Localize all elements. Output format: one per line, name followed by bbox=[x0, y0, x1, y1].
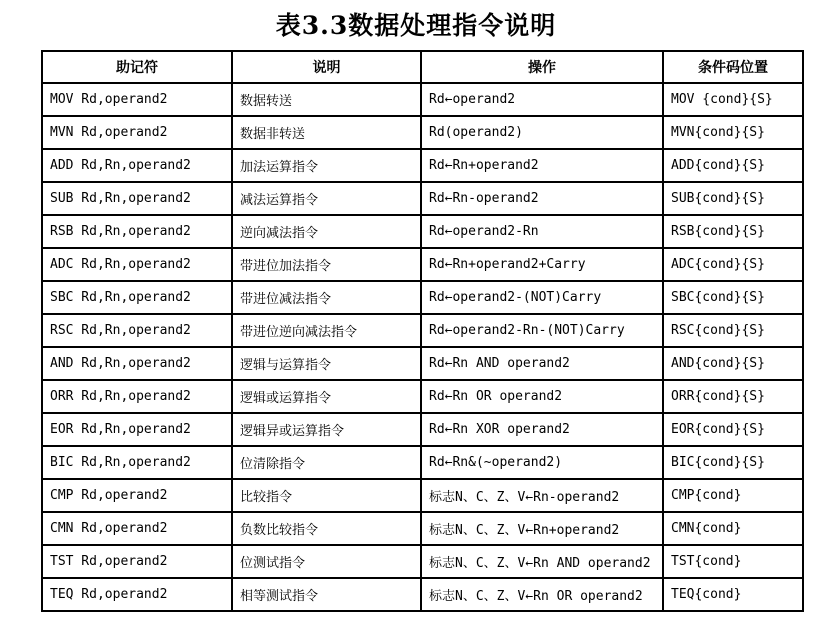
cell-condition: RSB{cond}{S} bbox=[663, 215, 803, 248]
cell-operation: 标志N、C、Z、V←Rn-operand2 bbox=[421, 479, 663, 512]
table-header-row bbox=[42, 51, 803, 83]
instruction-table bbox=[41, 50, 804, 612]
cell-operation: Rd←operand2-(NOT)Carry bbox=[421, 281, 663, 314]
cell-description: 相等测试指令 bbox=[232, 578, 421, 611]
cell-description: 带进位减法指令 bbox=[232, 281, 421, 314]
cell-condition: RSC{cond}{S} bbox=[663, 314, 803, 347]
table-row bbox=[42, 149, 803, 182]
cell-description: 逻辑或运算指令 bbox=[232, 380, 421, 413]
cell-mnemonic: MOV Rd,operand2 bbox=[42, 83, 232, 116]
cell-mnemonic: EOR Rd,Rn,operand2 bbox=[42, 413, 232, 446]
cell-mnemonic: TEQ Rd,operand2 bbox=[42, 578, 232, 611]
table-row bbox=[42, 116, 803, 149]
cell-condition: MOV {cond}{S} bbox=[663, 83, 803, 116]
table-row bbox=[42, 479, 803, 512]
header-condition: 条件码位置 bbox=[663, 51, 803, 83]
cell-operation: 标志N、C、Z、V←Rn OR operand2 bbox=[421, 578, 663, 611]
cell-mnemonic: AND Rd,Rn,operand2 bbox=[42, 347, 232, 380]
cell-description: 位清除指令 bbox=[232, 446, 421, 479]
cell-operation: 标志N、C、Z、V←Rn AND operand2 bbox=[421, 545, 663, 578]
cell-condition: TEQ{cond} bbox=[663, 578, 803, 611]
cell-operation: Rd←Rn OR operand2 bbox=[421, 380, 663, 413]
table-row bbox=[42, 248, 803, 281]
table-row bbox=[42, 347, 803, 380]
table-row bbox=[42, 182, 803, 215]
cell-description: 数据非转送 bbox=[232, 116, 421, 149]
cell-mnemonic: CMN Rd,operand2 bbox=[42, 512, 232, 545]
cell-mnemonic: ORR Rd,Rn,operand2 bbox=[42, 380, 232, 413]
cell-description: 位测试指令 bbox=[232, 545, 421, 578]
cell-mnemonic: RSB Rd,Rn,operand2 bbox=[42, 215, 232, 248]
cell-description: 减法运算指令 bbox=[232, 182, 421, 215]
cell-description: 加法运算指令 bbox=[232, 149, 421, 182]
cell-description: 负数比较指令 bbox=[232, 512, 421, 545]
cell-description: 比较指令 bbox=[232, 479, 421, 512]
cell-description: 带进位逆向减法指令 bbox=[232, 314, 421, 347]
cell-mnemonic: SBC Rd,Rn,operand2 bbox=[42, 281, 232, 314]
cell-operation: Rd←Rn XOR operand2 bbox=[421, 413, 663, 446]
table-row bbox=[42, 512, 803, 545]
cell-operation: 标志N、C、Z、V←Rn+operand2 bbox=[421, 512, 663, 545]
table-row bbox=[42, 380, 803, 413]
cell-operation: Rd←operand2-Rn-(NOT)Carry bbox=[421, 314, 663, 347]
cell-operation: Rd←Rn+operand2+Carry bbox=[421, 248, 663, 281]
cell-operation: Rd←Rn AND operand2 bbox=[421, 347, 663, 380]
cell-description: 逆向减法指令 bbox=[232, 215, 421, 248]
cell-mnemonic: RSC Rd,Rn,operand2 bbox=[42, 314, 232, 347]
cell-condition: ADC{cond}{S} bbox=[663, 248, 803, 281]
table-row bbox=[42, 83, 803, 116]
cell-operation: Rd←Rn-operand2 bbox=[421, 182, 663, 215]
cell-mnemonic: SUB Rd,Rn,operand2 bbox=[42, 182, 232, 215]
table-row bbox=[42, 446, 803, 479]
cell-mnemonic: TST Rd,operand2 bbox=[42, 545, 232, 578]
cell-condition: SUB{cond}{S} bbox=[663, 182, 803, 215]
cell-condition: BIC{cond}{S} bbox=[663, 446, 803, 479]
header-mnemonic: 助记符 bbox=[42, 51, 232, 83]
header-operation: 操作 bbox=[421, 51, 663, 83]
cell-operation: Rd←Rn+operand2 bbox=[421, 149, 663, 182]
cell-operation: Rd←operand2 bbox=[421, 83, 663, 116]
cell-condition: ORR{cond}{S} bbox=[663, 380, 803, 413]
cell-mnemonic: ADD Rd,Rn,operand2 bbox=[42, 149, 232, 182]
cell-condition: CMP{cond} bbox=[663, 479, 803, 512]
cell-condition: AND{cond}{S} bbox=[663, 347, 803, 380]
cell-operation: Rd(operand2) bbox=[421, 116, 663, 149]
page-title: 表3.3数据处理指令说明 bbox=[275, 11, 557, 40]
table-row bbox=[42, 215, 803, 248]
cell-mnemonic: MVN Rd,operand2 bbox=[42, 116, 232, 149]
cell-condition: MVN{cond}{S} bbox=[663, 116, 803, 149]
cell-mnemonic: CMP Rd,operand2 bbox=[42, 479, 232, 512]
table-row bbox=[42, 578, 803, 611]
cell-operation: Rd←operand2-Rn bbox=[421, 215, 663, 248]
cell-condition: SBC{cond}{S} bbox=[663, 281, 803, 314]
header-description: 说明 bbox=[232, 51, 421, 83]
cell-operation: Rd←Rn&(~operand2) bbox=[421, 446, 663, 479]
cell-condition: CMN{cond} bbox=[663, 512, 803, 545]
table-row bbox=[42, 314, 803, 347]
cell-condition: TST{cond} bbox=[663, 545, 803, 578]
cell-description: 逻辑异或运算指令 bbox=[232, 413, 421, 446]
table-row bbox=[42, 413, 803, 446]
table-row bbox=[42, 545, 803, 578]
cell-description: 带进位加法指令 bbox=[232, 248, 421, 281]
cell-mnemonic: ADC Rd,Rn,operand2 bbox=[42, 248, 232, 281]
cell-condition: ADD{cond}{S} bbox=[663, 149, 803, 182]
table-row bbox=[42, 281, 803, 314]
cell-mnemonic: BIC Rd,Rn,operand2 bbox=[42, 446, 232, 479]
cell-description: 数据转送 bbox=[232, 83, 421, 116]
cell-description: 逻辑与运算指令 bbox=[232, 347, 421, 380]
cell-condition: EOR{cond}{S} bbox=[663, 413, 803, 446]
